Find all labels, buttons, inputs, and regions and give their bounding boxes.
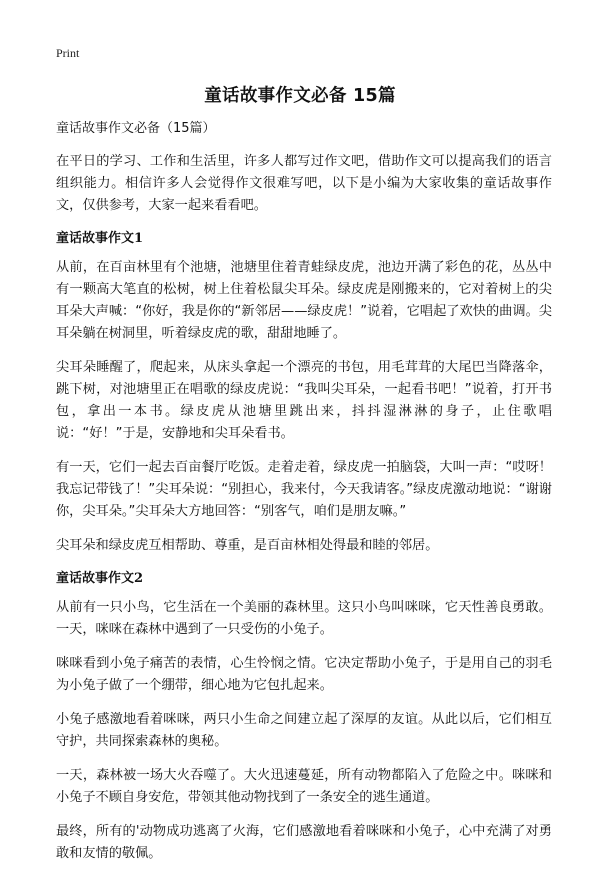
intro-paragraph: 在平日的学习、工作和生活里，许多人都写过作文吧，借助作文可以提高我们的语言组织能力。相信许多人会觉得作文很难写吧，以下是小编为大家收集的童话故事作文，仅供参考，大家一起来看看吧。 xyxy=(56,154,552,213)
story-paragraph: 尖耳朵睡醒了，爬起来，从床头拿起一个漂亮的书包，用毛茸茸的大尾巴当降落伞，跳下树，对池塘里正在唱歌的绿皮虎说：“我叫尖耳朵，一起看书吧！”说着，打开书包，拿出一本书。绿皮虎从池塘里跳出来，抖抖湿淋淋的身子，止住歌唱说：“好！”于是，安静地和尖耳朵看书。 xyxy=(56,360,552,441)
print-label: Print xyxy=(56,46,80,60)
story-paragraph: 有一天，它们一起去百亩餐厅吃饭。走着走着，绿皮虎一拍脑袋，大叫一声：“哎呀！我忘记带钱了！”尖耳朵说：“别担心，我来付，今天我请客。”绿皮虎激动地说：“谢谢你，尖耳朵。”尖耳朵大方地回答：“别客气，咱们是朋友嘛。” xyxy=(56,460,552,519)
page-title: 童话故事作文必备 15篇 xyxy=(204,86,396,106)
story-section-2 xyxy=(56,569,552,865)
document-subtitle: 童话故事作文必备（15篇） xyxy=(56,121,216,136)
story-paragraph: 最终，所有的'动物成功逃离了火海，它们感激地看着咪咪和小兔子，心中充满了对勇敢和友情的敬佩。 xyxy=(56,824,552,861)
story-section-1 xyxy=(56,229,552,557)
story-paragraph: 尖耳朵和绿皮虎互相帮助、尊重，是百亩林相处得最和睦的邻居。 xyxy=(56,538,439,553)
story-paragraph: 咪咪看到小兔子痛苦的表情，心生怜悯之情。它决定帮助小兔子，于是用自己的羽毛为小兔子做了一个绷带，细心地为它包扎起来。 xyxy=(56,656,552,693)
section-heading: 童话故事作文2 xyxy=(56,571,144,586)
document-body xyxy=(56,120,552,877)
story-paragraph: 从前，在百亩林里有个池塘，池塘里住着青蛙绿皮虎，池边开满了彩色的花，丛丛中有一颗高大笔直的松树，树上住着松鼠尖耳朵。绿皮虎是刚搬来的，它对着树上的尖耳朵大声喊：“你好，我是你的“新邻居——绿皮虎！”说着，它唱起了欢快的曲调。尖耳朵躺在树洞里，听着绿皮虎的歌，甜甜地睡了。 xyxy=(56,260,552,341)
story-paragraph: 一天，森林被一场大火吞噬了。大火迅速蔓延，所有动物都陷入了危险之中。咪咪和小兔子不顾自身安危，带领其他动物找到了一条安全的逃生通道。 xyxy=(56,768,552,805)
story-paragraph: 从前有一只小鸟，它生活在一个美丽的森林里。这只小鸟叫咪咪，它天性善良勇敢。一天，咪咪在森林中遇到了一只受伤的小兔子。 xyxy=(56,600,552,637)
story-paragraph: 小兔子感激地看着咪咪，两只小生命之间建立起了深厚的友谊。从此以后，它们相互守护，共同探索森林的奥秘。 xyxy=(56,712,552,749)
section-heading: 童话故事作文1 xyxy=(56,231,144,246)
